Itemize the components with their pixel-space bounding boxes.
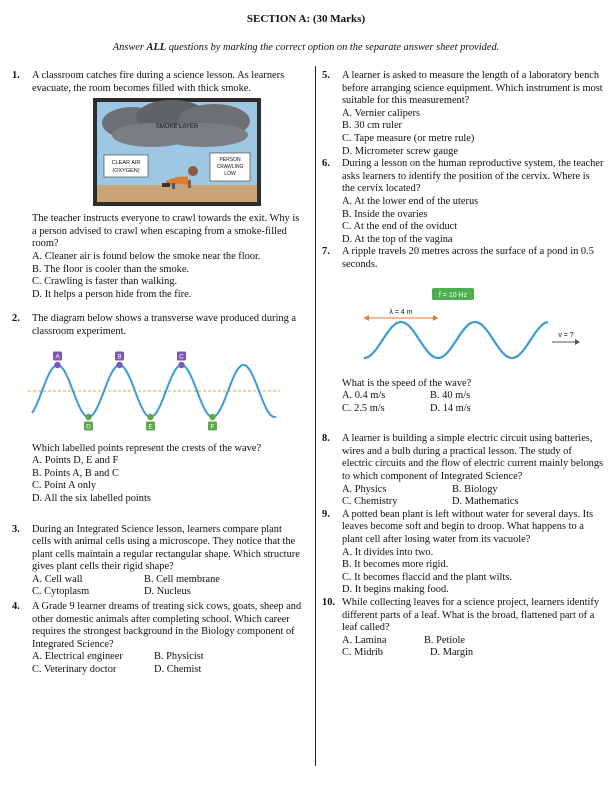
left-column	[12, 70, 302, 677]
question-number: 8.	[322, 433, 330, 445]
option-a[interactable]: A. Cell wall	[32, 573, 83, 585]
option-c[interactable]: C. Tape measure (or metre rule)	[342, 132, 475, 144]
option-b[interactable]: B. It becomes more rigid.	[342, 559, 449, 571]
arrow-right-icon	[575, 339, 580, 345]
option-b[interactable]: B. 40 m/s	[430, 390, 471, 402]
question-7	[322, 246, 604, 415]
option-d[interactable]: D. At the top of the vagina	[342, 233, 453, 245]
question-number: 10.	[322, 597, 335, 608]
option-d[interactable]: D. Mathematics	[452, 496, 519, 508]
smoke-layer-label: SMOKE LAYER	[155, 124, 199, 131]
velocity-label: v = ?	[558, 331, 574, 339]
question-stem-2: Which labelled points represent the crests of the wave?	[32, 442, 262, 454]
question-4	[12, 601, 302, 677]
question-3	[12, 524, 302, 600]
option-b[interactable]: B. Physicist	[154, 651, 204, 663]
frequency-label: f = 10 Hz	[438, 291, 468, 299]
question-stem: While collecting leaves for a science project, learners identify different parts of a leaf. What is the broad, flattened part of a leaf called?	[342, 597, 600, 634]
question-10	[322, 597, 604, 660]
question-number: 4.	[12, 601, 20, 613]
crest-label: A	[55, 352, 60, 360]
question-stem: A classroom catches fire during a science lesson. As learners evacuate, the room becomes filled with thick smoke.	[32, 70, 285, 94]
trough-point	[85, 413, 91, 419]
right-column	[322, 70, 604, 660]
option-a[interactable]: A. Vernier calipers	[342, 107, 420, 119]
wavelength-label: λ = 4 m	[389, 308, 413, 316]
question-number: 7.	[322, 246, 330, 258]
transverse-wave-figure	[24, 351, 302, 433]
trough-label: D	[86, 422, 91, 430]
option-c[interactable]: C. Midrib	[342, 647, 383, 659]
crawling-label: CRAWLING	[216, 164, 244, 171]
person-label: PERSON	[219, 157, 241, 164]
question-9	[322, 509, 604, 597]
ripple-wave-curve	[364, 322, 548, 358]
trough-label: E	[148, 422, 153, 430]
option-d[interactable]: D. Micrometer screw gauge	[342, 145, 458, 157]
question-number: 6.	[322, 158, 330, 170]
option-a[interactable]: A. Electrical engineer	[32, 651, 123, 663]
option-b[interactable]: B. Biology	[452, 483, 498, 495]
option-b[interactable]: B. Inside the ovaries	[342, 208, 428, 220]
option-a[interactable]: A. At the lower end of the uterus	[342, 195, 479, 207]
column-divider	[315, 66, 316, 766]
option-c[interactable]: C. Crawling is faster than walking.	[32, 276, 178, 288]
question-number: 3.	[12, 523, 20, 535]
crest-point	[54, 361, 60, 367]
instructions: Answer ALL questions by marking the correct option on the separate answer sheet provided.	[112, 42, 500, 53]
question-stem: The diagram below shows a transverse wave produced during a classroom experiment.	[32, 313, 297, 337]
question-6	[322, 158, 604, 246]
trough-label: F	[210, 422, 215, 430]
question-1	[12, 70, 302, 301]
option-d[interactable]: D. 14 m/s	[430, 402, 471, 414]
option-c[interactable]: C. Cytoplasm	[32, 586, 90, 598]
option-c[interactable]: C. 2.5 m/s	[342, 402, 385, 414]
arrow-left-icon	[364, 315, 369, 321]
question-number: 9.	[322, 508, 330, 520]
trough-point	[209, 413, 215, 419]
option-a[interactable]: A. Points D, E and F	[32, 455, 119, 467]
question-stem-2: What is the speed of the wave?	[342, 377, 472, 389]
option-a[interactable]: A. Cleaner air is found below the smoke near the floor.	[32, 250, 261, 262]
option-d[interactable]: D. It helps a person hide from the fire.	[32, 288, 192, 300]
question-stem-2: The teacher instructs everyone to crawl towards the exit. Why is a person advised to crawl when escaping from a smoke-filled room?	[32, 213, 300, 250]
section-title: SECTION A: (30 Marks)	[246, 13, 366, 25]
question-number: 1.	[12, 70, 20, 81]
option-d[interactable]: D. Chemist	[154, 664, 202, 676]
option-c[interactable]: C. Point A only	[32, 480, 97, 492]
ripple-wave-diagram	[340, 284, 590, 370]
transverse-wave-diagram	[24, 351, 284, 433]
option-c[interactable]: C. Chemistry	[342, 496, 398, 508]
option-a[interactable]: A. Lamina	[342, 634, 387, 646]
option-c[interactable]: C. It becomes flaccid and the plant wilts.	[342, 571, 512, 583]
crest-label: C	[179, 352, 184, 360]
crest-label: B	[117, 352, 122, 360]
question-2	[12, 313, 302, 505]
option-d[interactable]: D. It begins making food.	[342, 584, 449, 596]
option-b[interactable]: B. Cell membrane	[144, 573, 220, 585]
question-stem: A ripple travels 20 metres across the surface of a pond in 0.5 seconds.	[342, 246, 594, 270]
crest-point	[178, 361, 184, 367]
option-a[interactable]: A. It divides into two.	[342, 546, 434, 558]
option-b[interactable]: B. Points A, B and C	[32, 467, 119, 479]
option-b[interactable]: B. 30 cm ruler	[342, 120, 403, 132]
question-5	[322, 70, 604, 158]
clear-air-label: CLEAR AIR	[111, 160, 141, 167]
option-d[interactable]: D. Nucleus	[144, 586, 191, 598]
ripple-wave-figure	[340, 284, 604, 370]
option-c[interactable]: C. Veterinary doctor	[32, 664, 117, 676]
option-d[interactable]: D. All the six labelled points	[32, 492, 151, 504]
oxygen-label: (OXYGEN)	[112, 168, 140, 175]
question-stem: A potted bean plant is left without water for several days. Its leaves become soft and begin to droop. What happens to a plant cell after losing water from its vacuole?	[342, 508, 594, 546]
arrow-right-icon	[433, 315, 438, 321]
question-stem: A learner is building a simple electric circuit using batteries, wires and a bulb during a practical lesson. The study of electric circuits and the flow of electric current mainly belongs to which component of Integrated Science?	[342, 433, 604, 483]
question-stem: A Grade 9 learner dreams of treating sick cows, goats, sheep and other domestic animals after completing school. Which career requires the strongest background in the Biology component of Integrated Science?	[32, 601, 302, 650]
question-number: 5.	[322, 70, 330, 81]
option-a[interactable]: A. 0.4 m/s	[342, 390, 386, 402]
smoke-room-figure	[92, 97, 302, 207]
smoke-room-illustration	[92, 97, 262, 207]
trough-point	[147, 413, 153, 419]
question-stem: A learner is asked to measure the length of a laboratory bench before arranging science equipment. Which instrument is most suitable for this measurement?	[342, 70, 603, 107]
option-c[interactable]: C. At the end of the oviduct	[342, 221, 458, 233]
option-d[interactable]: D. Margin	[430, 647, 474, 659]
option-b[interactable]: B. The floor is cooler than the smoke.	[32, 263, 190, 275]
option-a[interactable]: A. Physics	[342, 483, 387, 495]
question-8	[322, 433, 604, 509]
crest-point	[116, 361, 122, 367]
question-stem: During an Integrated Science lesson, learners compare plant cells with animal cells using a microscope. They notice that the plant cells maintain a regular rectangular shape. Which structure gives plant cells their rigid shape?	[32, 523, 300, 573]
question-stem: During a lesson on the human reproductive system, the teacher asks learners to identify the position of the cervix. Where is the cervix located?	[342, 158, 604, 195]
low-label: LOW	[224, 171, 236, 178]
option-b[interactable]: B. Petiole	[424, 634, 465, 646]
question-number: 2.	[12, 313, 20, 325]
